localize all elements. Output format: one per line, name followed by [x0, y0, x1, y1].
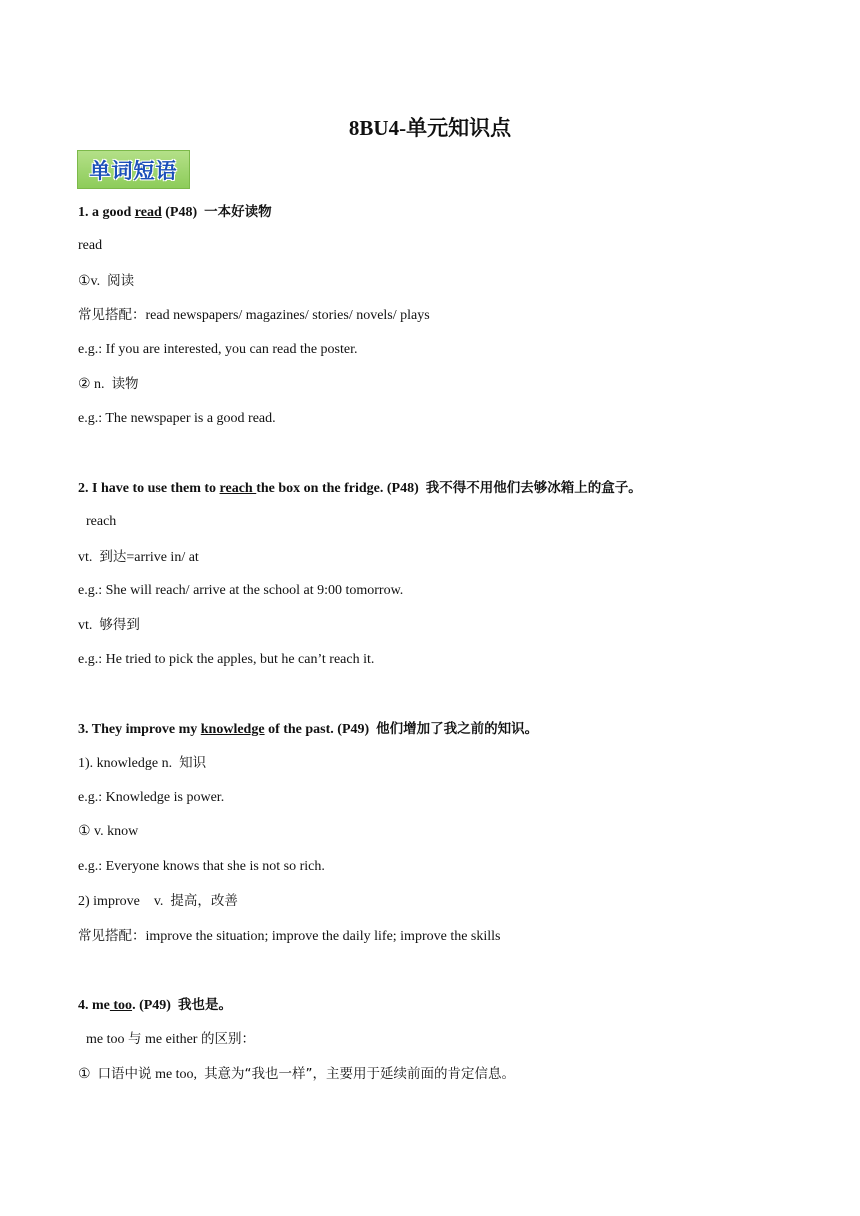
item-3-example-2: e.g.: Everyone knows that she is not so rich. — [78, 859, 325, 874]
item-1-collocations: 常见搭配：read newspapers/ magazines/ stories/ novels/ plays — [78, 307, 430, 323]
item-1-word: read — [78, 238, 103, 253]
item-3-knowledge-def: 1). knowledge n. 知识 — [78, 755, 207, 771]
item-4-point-1: ① 口语中说 me too, 其意为“我也一样”，主要用于延续前面的肯定信息。 — [78, 1066, 516, 1082]
item-3-translation: 他们增加了我之前的知识。 — [376, 721, 539, 737]
item-1-translation: 一本好读物 — [204, 204, 272, 220]
page-title: 8BU4-单元知识点 — [348, 116, 512, 140]
item-2-translation: 我不得不用他们去够冰箱上的盒子。 — [425, 480, 642, 496]
item-2-definition-2: vt. 够得到 — [78, 617, 140, 633]
item-1-example-2: e.g.: The newspaper is a good read. — [78, 411, 276, 426]
item-2-word: reach — [86, 514, 117, 529]
item-1-page-ref: (P48) — [161, 205, 198, 220]
item-1-definition-2: ② n. 读物 — [78, 376, 139, 392]
item-2-keyword: reach — [219, 481, 257, 496]
item-3-example-1: e.g.: Knowledge is power. — [78, 790, 225, 805]
section-badge-label: 单词短语 — [89, 158, 178, 183]
item-1-heading — [78, 203, 272, 222]
section-badge — [77, 150, 190, 189]
item-2-example-2: e.g.: He tried to pick the apples, but he can’t reach it. — [78, 652, 375, 667]
item-2-heading: 2. I have to use them to reach the box on the fridge. (P48) 我不得不用他们去够冰箱上的盒子。 — [78, 480, 642, 496]
item-4-heading: 4. me too. (P49) 我也是。 — [78, 997, 232, 1013]
item-3-keyword: knowledge — [200, 722, 265, 737]
item-1-number: 1. a good — [78, 205, 135, 220]
item-3-collocations: 常见搭配：improve the situation; improve the daily life; improve the skills — [78, 928, 501, 944]
item-1-definition-1: ①v. 阅读 — [78, 273, 135, 289]
item-1-keyword: read — [134, 205, 162, 220]
item-1-example-1: e.g.: If you are interested, you can read the poster. — [78, 342, 358, 357]
item-4-translation: 我也是。 — [177, 997, 232, 1013]
item-2-definition-1: vt. 到达=arrive in/ at — [78, 549, 199, 565]
item-4-keyword: too — [109, 998, 133, 1013]
item-3-improve-def: 2) improve v. 提高，改善 — [78, 893, 238, 909]
item-4-difference-intro: me too 与 me either 的区别： — [86, 1031, 255, 1047]
item-3-verb-know: ① v. know — [78, 824, 139, 839]
item-2-example-1: e.g.: She will reach/ arrive at the school at 9:00 tomorrow. — [78, 583, 404, 598]
item-3-heading: 3. They improve my knowledge of the past. (P49) 他们增加了我之前的知识。 — [78, 721, 539, 737]
